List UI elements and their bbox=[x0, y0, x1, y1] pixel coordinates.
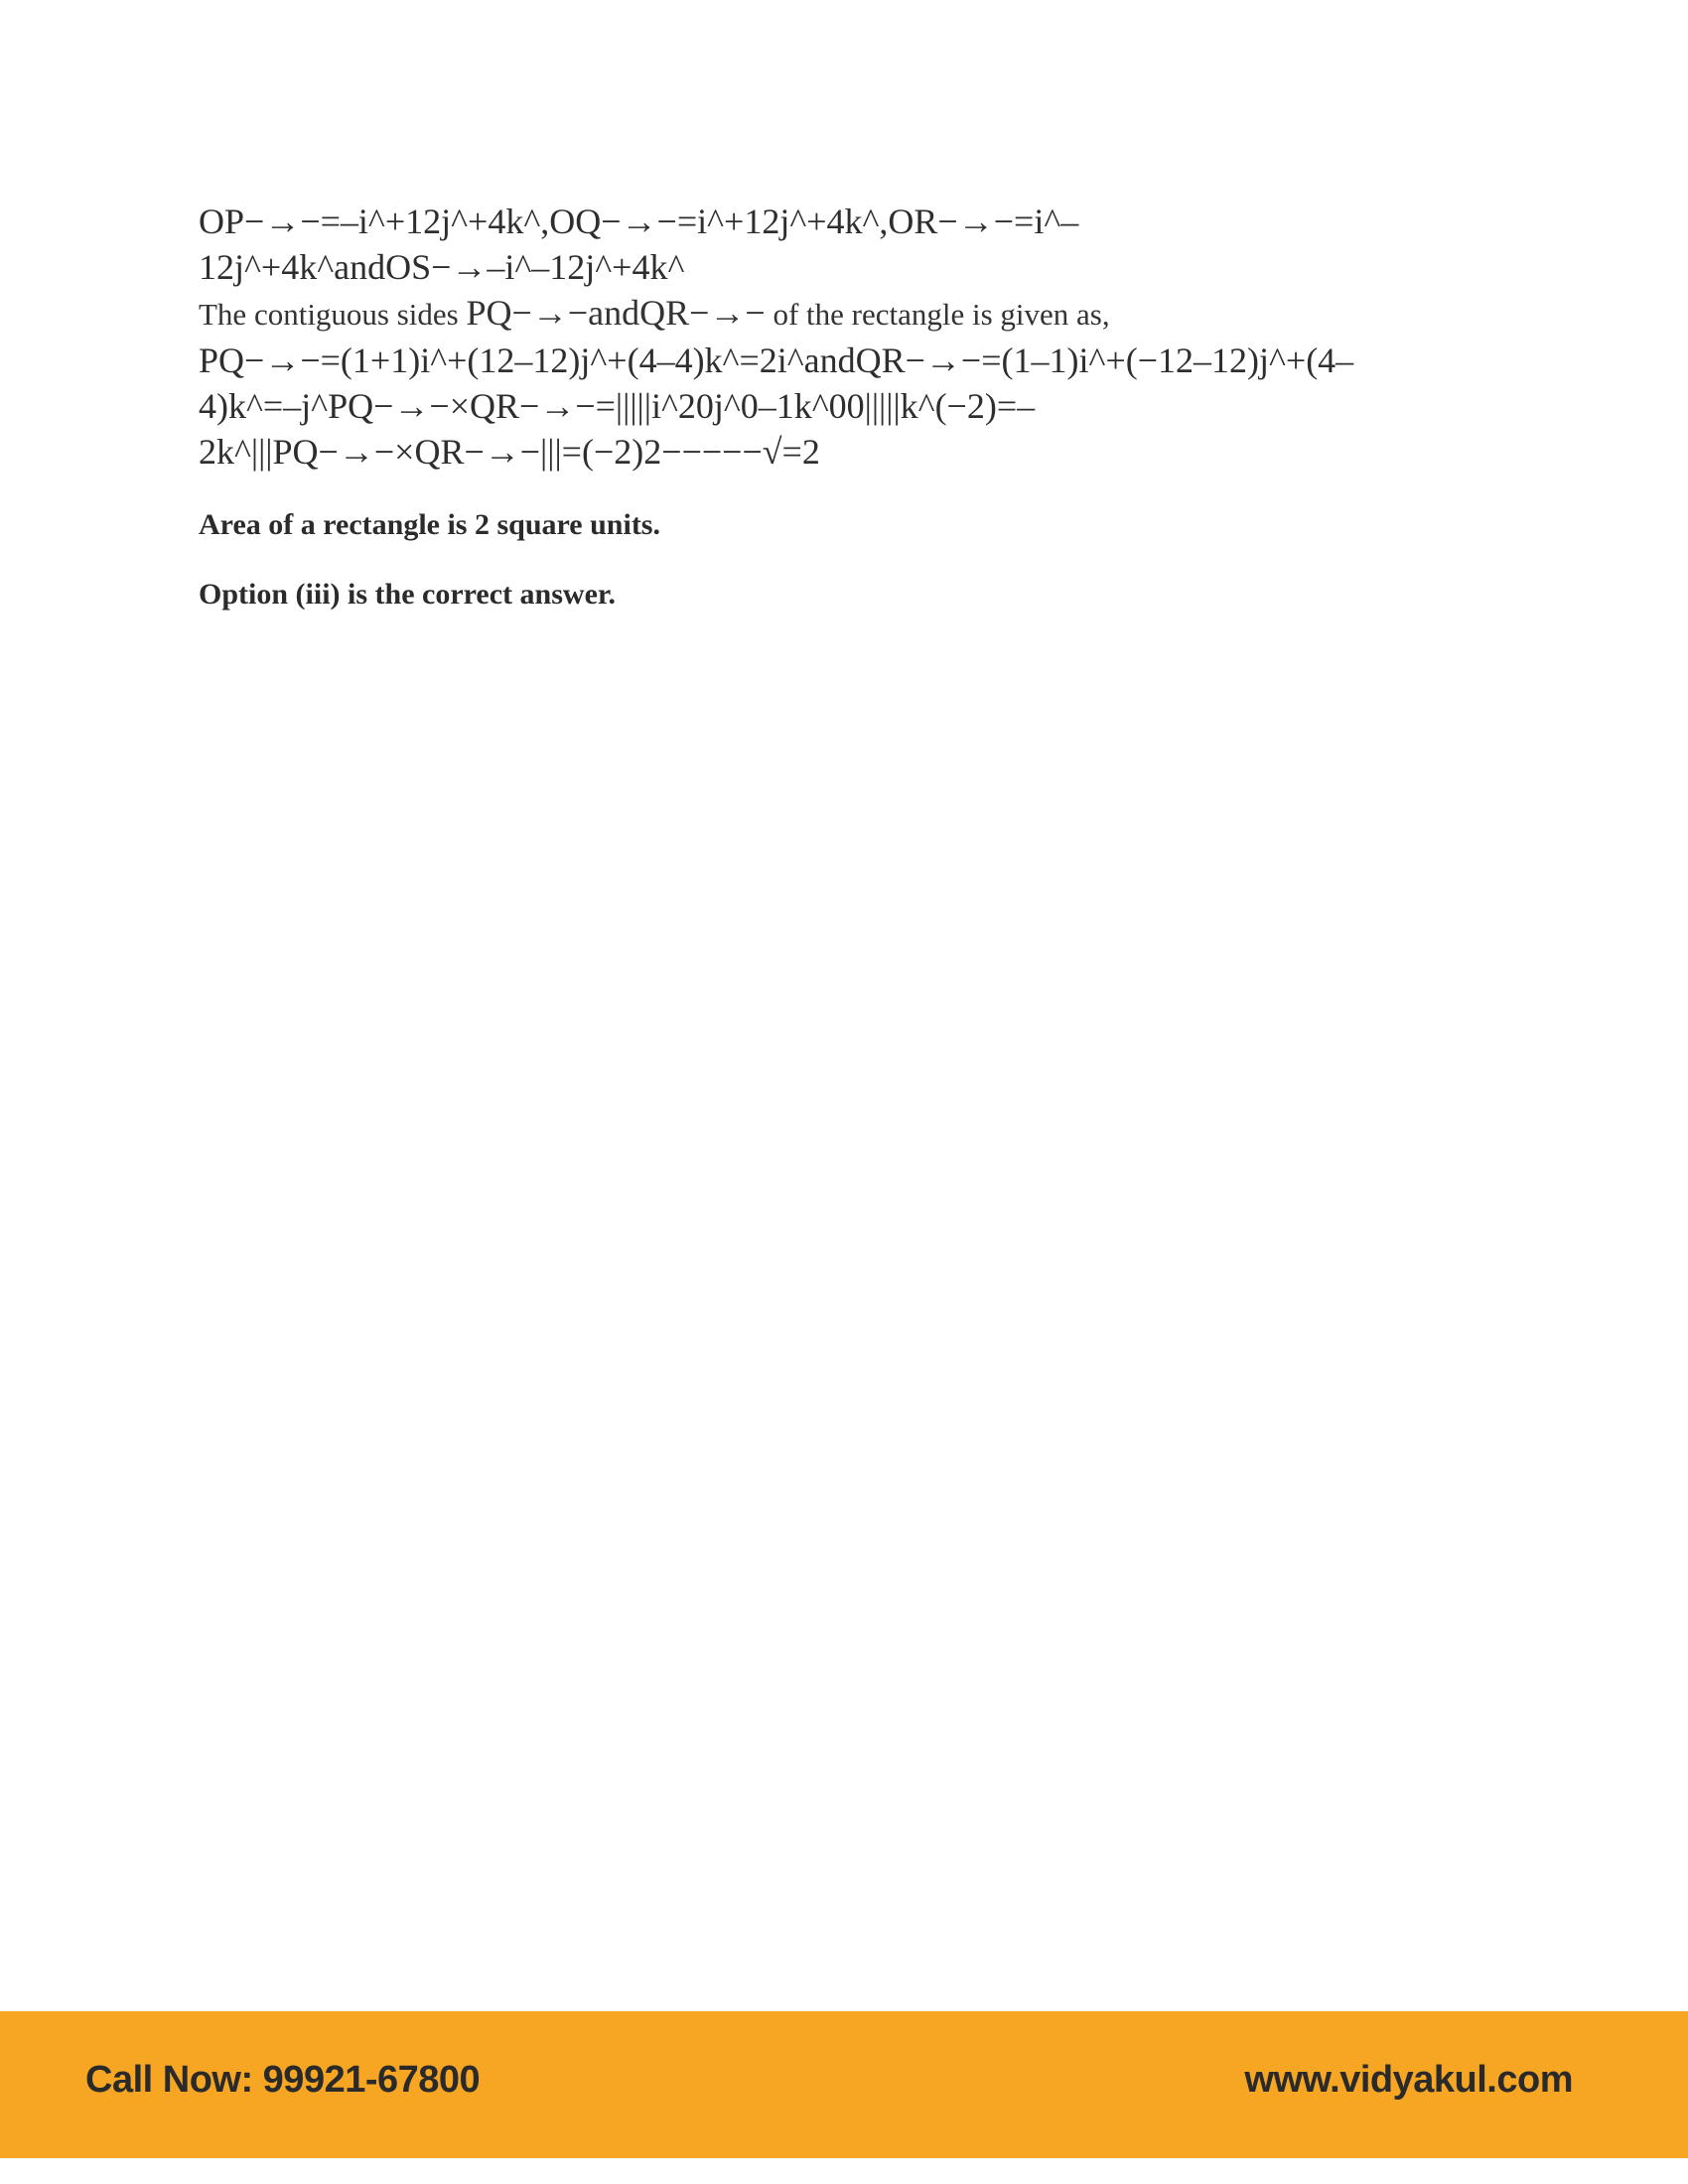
contiguous-sides-text-start: The contiguous sides bbox=[199, 297, 467, 332]
contiguous-sides-text-end: of the rectangle is given as, bbox=[765, 297, 1110, 332]
side-vectors-line: PQ−→−=(1+1)i^+(12–12)j^+(4–4)k^=2i^andQR−→−=(1–1)i^+(−12–12)j^+(4– bbox=[199, 341, 1354, 380]
magnitude-line: 2k^|||PQ−→−×QR−→−|||=(−2)2−−−−−√=2 bbox=[199, 432, 820, 472]
contiguous-sides-math: PQ−→−andQR−→− bbox=[466, 293, 766, 333]
answer-statement: Option (iii) is the correct answer. bbox=[199, 578, 616, 611]
vector-definitions-line-1: OP−→−=–i^+12j^+4k^,OQ−→−=i^+12j^+4k^,OR−→−=i^– bbox=[199, 202, 1079, 241]
vector-definitions-line-2: 12j^+4k^andOS−→–i^–12j^+4k^ bbox=[199, 247, 685, 287]
contiguous-sides-line bbox=[199, 290, 1519, 338]
cross-product-line: 4)k^=–j^PQ−→−×QR−→−=|||||i^20j^0–1k^00|||||k^(−2)=– bbox=[199, 386, 1036, 426]
solution-content bbox=[199, 199, 1519, 611]
footer-banner bbox=[0, 2011, 1688, 2158]
call-now-text: Call Now: 99921-67800 bbox=[85, 2059, 481, 2101]
area-statement: Area of a rectangle is 2 square units. bbox=[199, 508, 660, 541]
website-link[interactable]: www.vidyakul.com bbox=[1244, 2059, 1573, 2101]
